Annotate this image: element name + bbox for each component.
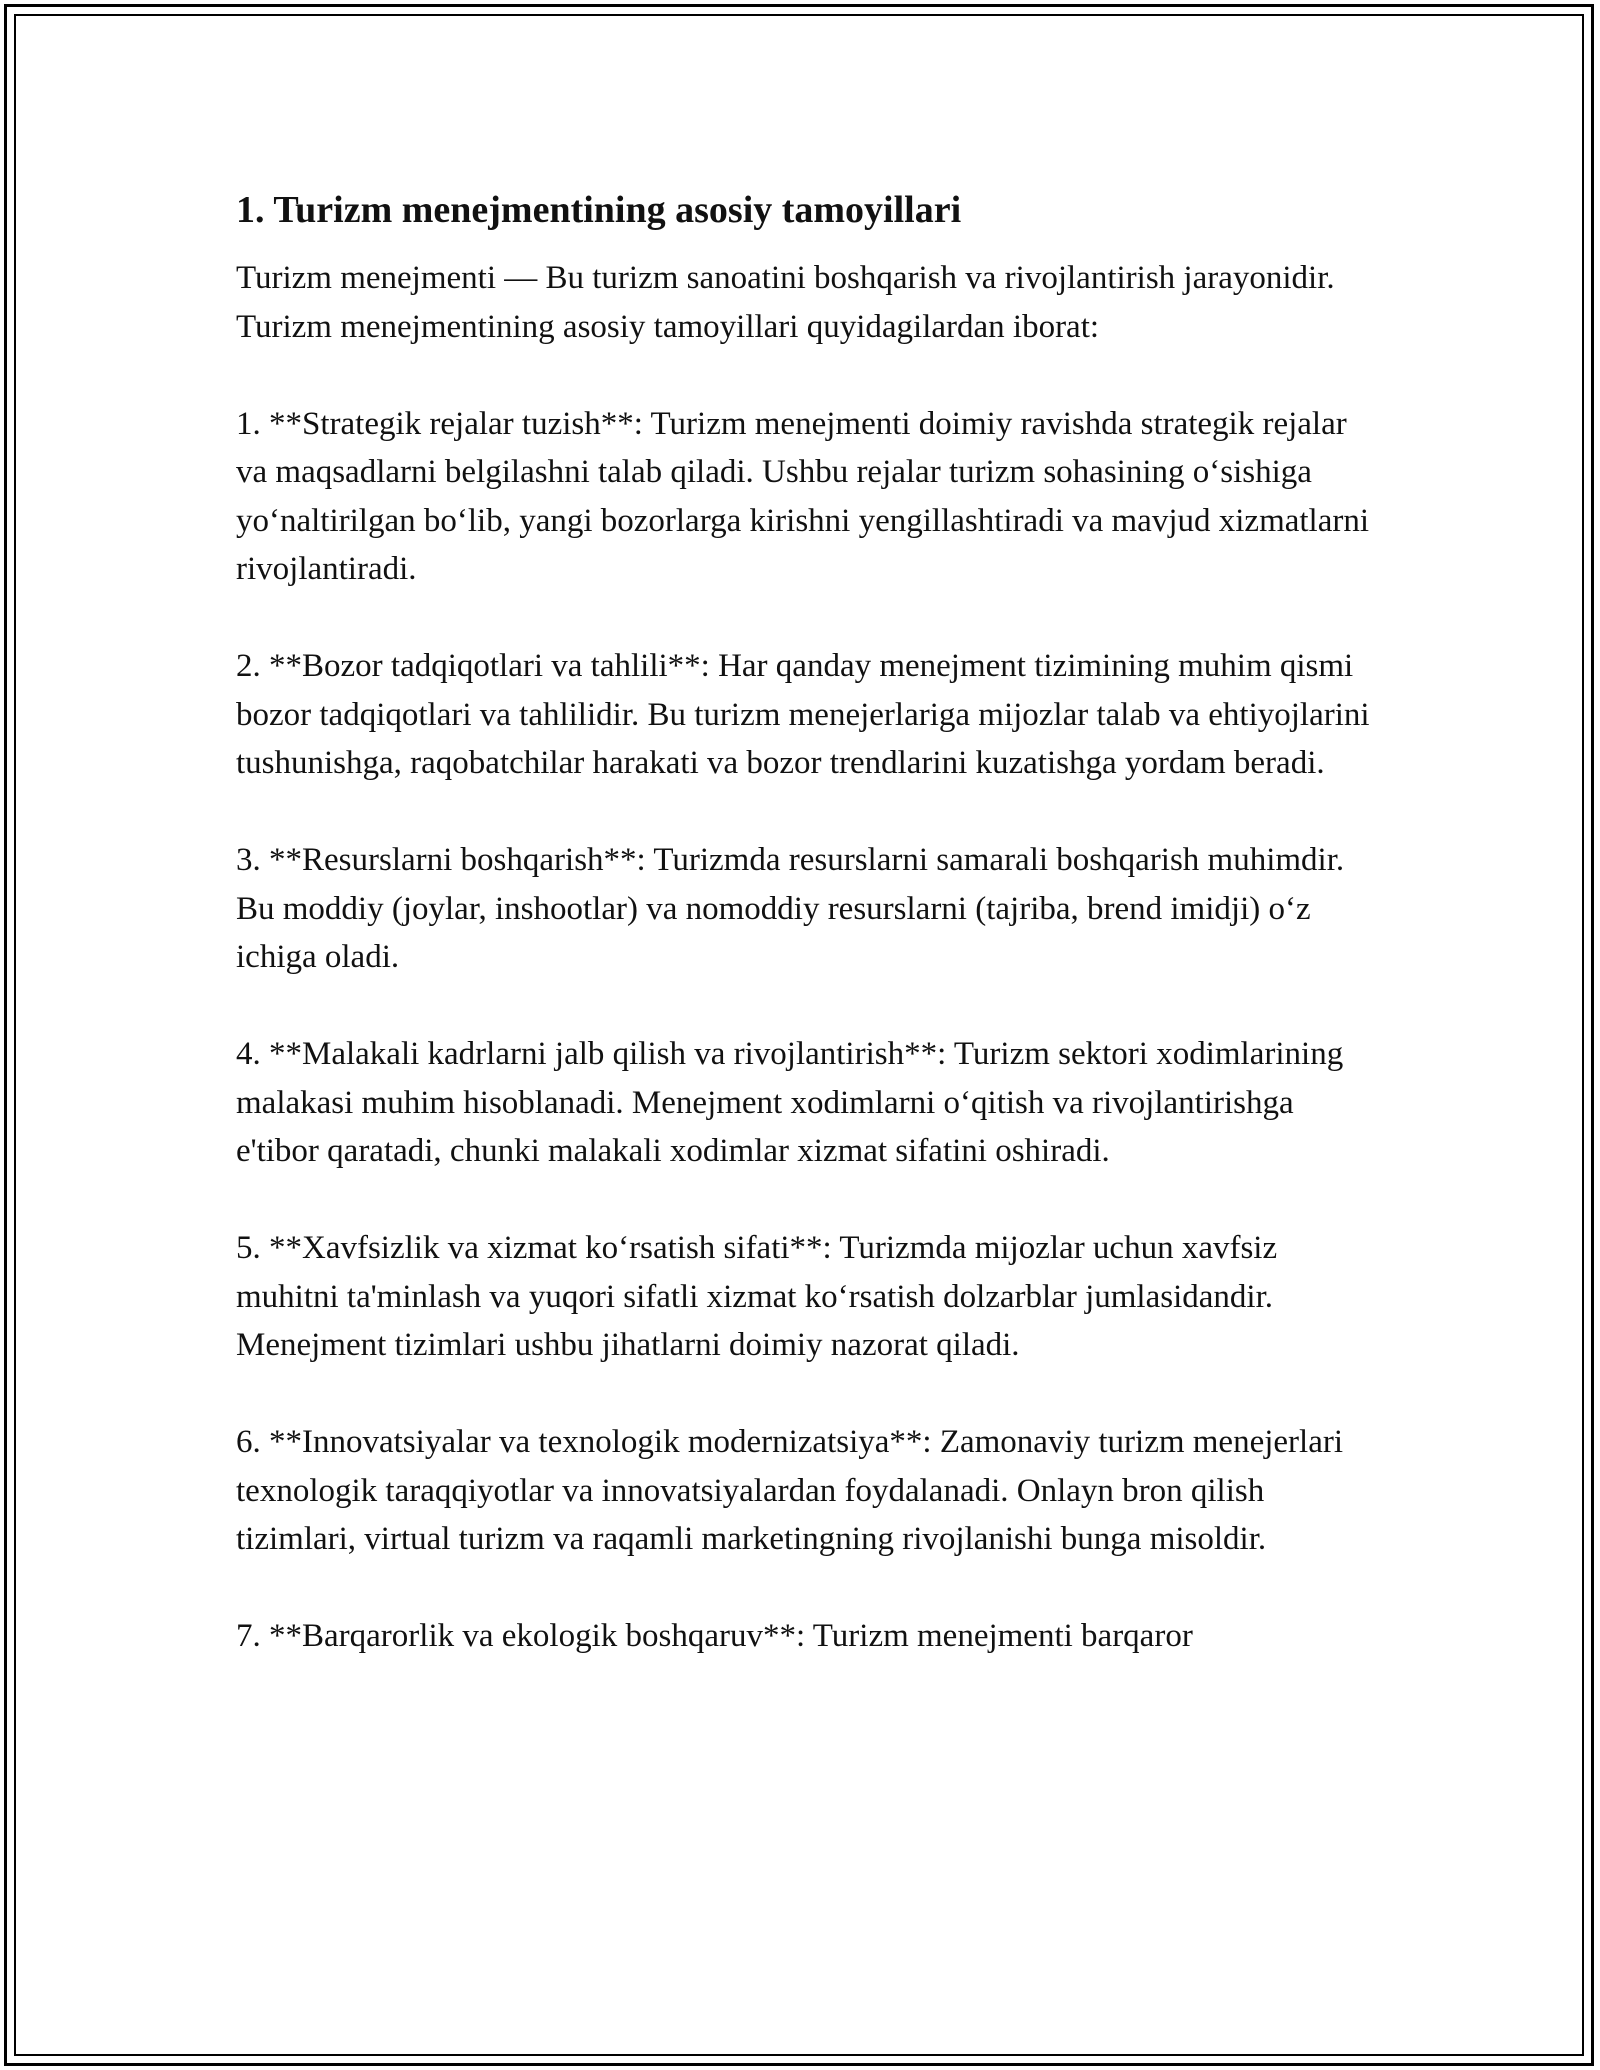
principle-3-resource-management: 3. **Resurslarni boshqarish**: Turizmda resurslarni samarali boshqarish muhimdir. Bu moddiy (joylar, inshootlar) va nomoddiy resurslarni (tajriba, brend imidji) o‘z ichiga oladi. xyxy=(236,842,1345,975)
intro-paragraph: Turizm menejmenti — Bu turizm sanoatini boshqarish va rivojlantirish jarayonidir. Turizm menejmentining asosiy tamoyillari quyidagilardan iborat: xyxy=(236,260,1335,345)
document-body xyxy=(236,184,1376,1709)
document-title: 1. Turizm menejmentining asosiy tamoyillari xyxy=(236,189,962,231)
principle-6-innovation-technology: 6. **Innovatsiyalar va texnologik modernizatsiya**: Zamonaviy turizm menejerlari texnologik taraqqiyotlar va innovatsiyalardan foydalanadi. Onlayn bron qilish tizimlari, virtual turizm va raqamli marketingning rivojlanishi bunga misoldir. xyxy=(236,1424,1343,1557)
principle-5-safety-service-quality: 5. **Xavfsizlik va xizmat ko‘rsatish sifati**: Turizmda mijozlar uchun xavfsiz muhitni ta'minlash va yuqori sifatli xizmat ko‘rsatish dolzarblar jumlasidandir. Menejment tizimlari ushbu jihatlarni doimiy nazorat qiladi. xyxy=(236,1230,1278,1363)
principle-1-strategic-planning: 1. **Strategik rejalar tuzish**: Turizm menejmenti doimiy ravishda strategik rejalar va maqsadlarni belgilashni talab qiladi. Ushbu rejalar turizm sohasining o‘sishiga yo‘naltirilgan bo‘lib, yangi bozorlarga kirishni yengillashtiradi va mavjud xizmatlarni rivojlantiradi. xyxy=(236,405,1370,587)
principle-2-market-research: 2. **Bozor tadqiqotlari va tahlili**: Har qanday menejment tizimining muhim qismi bozor tadqiqotlari va tahlilidir. Bu turizm menejerlariga mijozlar talab va ehtiyojlarini tushunishga, raqobatchilar harakati va bozor trendlarini kuzatishga yordam beradi. xyxy=(236,648,1370,781)
principle-7-sustainability: 7. **Barqarorlik va ekologik boshqaruv**: Turizm menejmenti barqaror xyxy=(236,1618,1193,1654)
principle-4-staff-development: 4. **Malakali kadrlarni jalb qilish va rivojlantirish**: Turizm sektori xodimlarining malakasi muhim hisoblanadi. Menejment xodimlarni o‘qitish va rivojlantirishga e'tibor qaratadi, chunki malakali xodimlar xizmat sifatini oshiradi. xyxy=(236,1036,1344,1169)
